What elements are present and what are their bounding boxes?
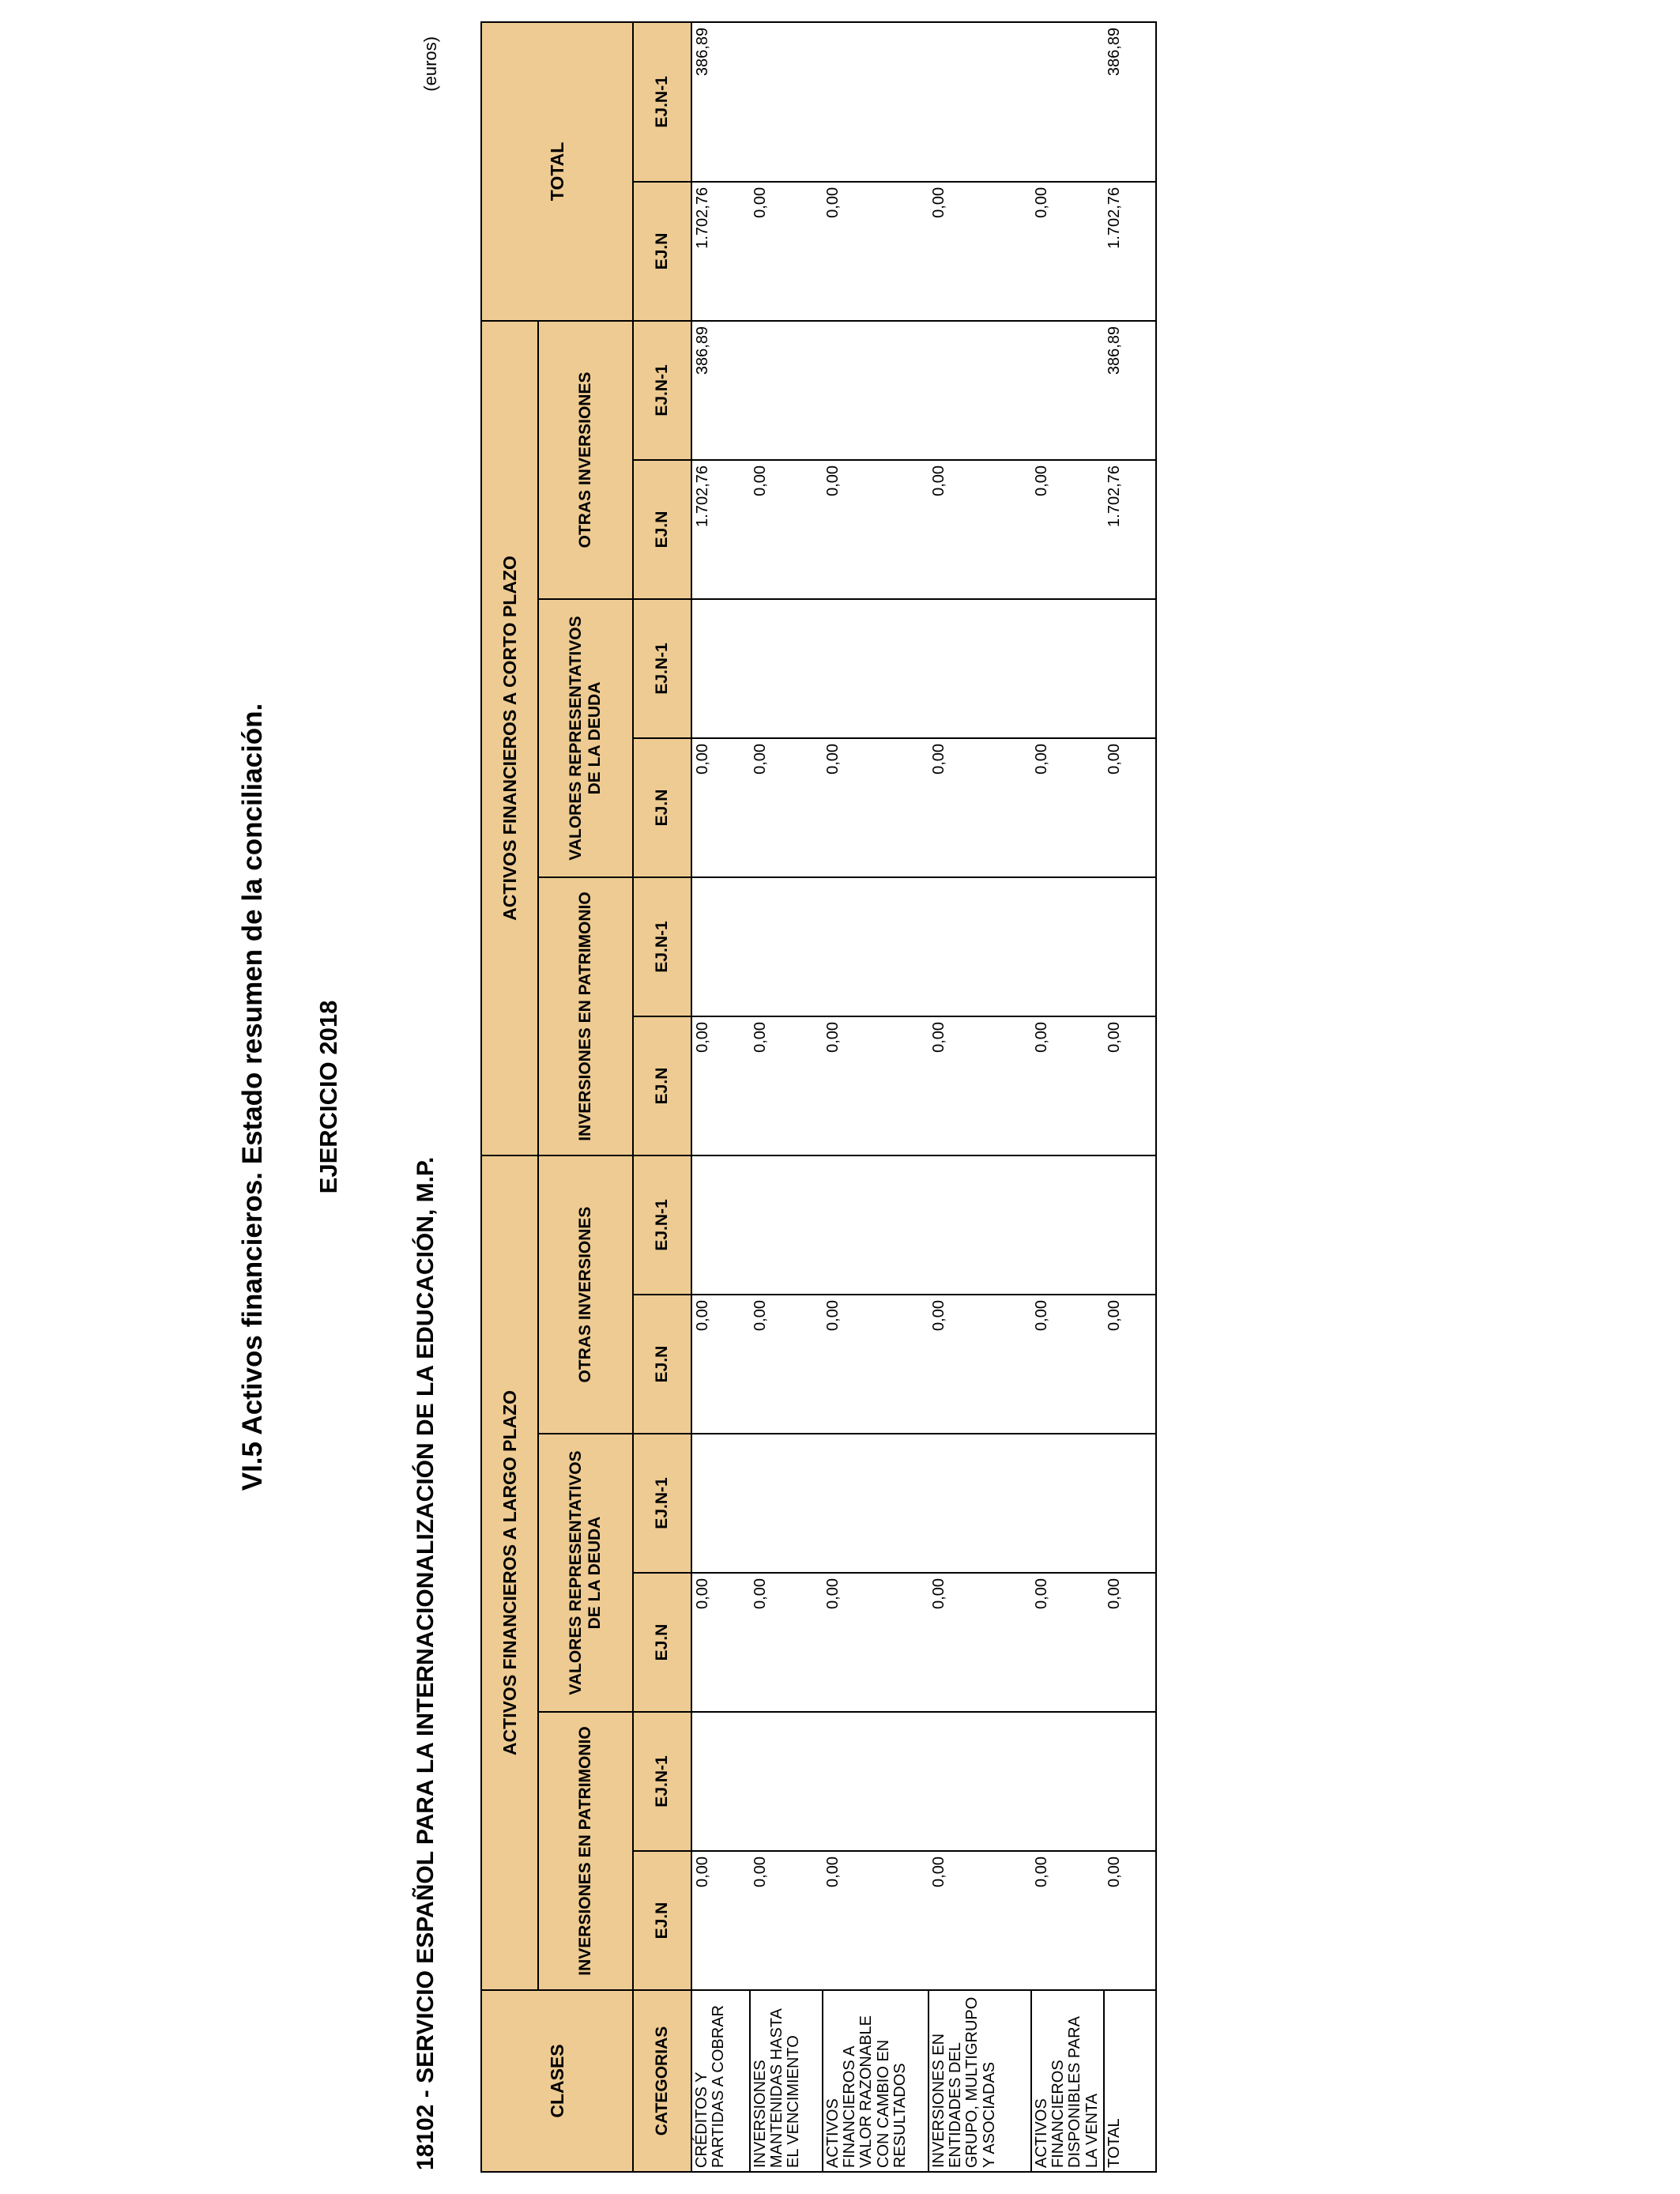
- col-ej-n: EJ.N: [633, 1295, 691, 1434]
- col-ej-n: EJ.N: [633, 460, 691, 599]
- value-cell: 0,00: [1104, 1573, 1156, 1712]
- value-cell: [929, 599, 1031, 738]
- category-cell: TOTAL: [1104, 1990, 1156, 2172]
- value-cell: 1.702,76: [691, 182, 750, 321]
- value-cell: 1.702,76: [691, 460, 750, 599]
- col-ej-n: EJ.N: [633, 1016, 691, 1155]
- value-cell: 0,00: [929, 1295, 1031, 1434]
- value-cell: [750, 321, 823, 460]
- value-cell: 386,89: [691, 321, 750, 460]
- col-ej-n1: EJ.N-1: [633, 22, 691, 182]
- category-cell: ACTIVOS FINANCIEROS DISPONIBLES PARA LA VENTA: [1031, 1990, 1104, 2172]
- category-cell: INVERSIONES EN ENTIDADES DEL GRUPO, MULTIGRUPO Y ASOCIADAS: [929, 1990, 1031, 2172]
- clases-header: CLASES: [481, 1990, 633, 2172]
- value-cell: [929, 1712, 1031, 1851]
- cp-valores-deuda-header: VALORES REPRESENTATIVOS DE LA DEUDA: [538, 599, 633, 877]
- value-cell: 386,89: [1104, 22, 1156, 182]
- value-cell: 0,00: [823, 1851, 929, 1990]
- value-cell: [823, 1434, 929, 1573]
- value-cell: [929, 1434, 1031, 1573]
- value-cell: 0,00: [1031, 738, 1104, 877]
- value-cell: 0,00: [691, 1295, 750, 1434]
- total-row: [1104, 22, 1156, 2172]
- col-ej-n1: EJ.N-1: [633, 321, 691, 460]
- value-cell: [1104, 877, 1156, 1016]
- value-cell: 0,00: [750, 1295, 823, 1434]
- value-cell: [1104, 1712, 1156, 1851]
- value-cell: [691, 599, 750, 738]
- table-row: [823, 22, 929, 2172]
- value-cell: 0,00: [1031, 182, 1104, 321]
- table-row: [750, 22, 823, 2172]
- value-cell: 0,00: [1031, 1851, 1104, 1990]
- entity-name: 18102 - SERVICIO ESPAÑOL PARA LA INTERNACIONALIZACIÓN DE LA EDUCACIÓN, M.P.: [412, 1156, 439, 2170]
- value-cell: 0,00: [750, 460, 823, 599]
- value-cell: 0,00: [929, 1016, 1031, 1155]
- lp-inversiones-patrimonio-header: INVERSIONES EN PATRIMONIO: [538, 1712, 633, 1990]
- value-cell: 386,89: [691, 22, 750, 182]
- value-cell: 1.702,76: [1104, 460, 1156, 599]
- value-cell: 0,00: [929, 460, 1031, 599]
- value-cell: 0,00: [1031, 1295, 1104, 1434]
- value-cell: 0,00: [823, 1295, 929, 1434]
- value-cell: [1031, 1155, 1104, 1295]
- value-cell: [823, 599, 929, 738]
- value-cell: 0,00: [750, 182, 823, 321]
- value-cell: 0,00: [750, 738, 823, 877]
- cp-inversiones-patrimonio-header: INVERSIONES EN PATRIMONIO: [538, 877, 633, 1155]
- value-cell: [1104, 599, 1156, 738]
- value-cell: [823, 321, 929, 460]
- table-row: [1031, 22, 1104, 2172]
- col-ej-n1: EJ.N-1: [633, 877, 691, 1016]
- col-ej-n: EJ.N: [633, 1573, 691, 1712]
- value-cell: 0,00: [823, 738, 929, 877]
- value-cell: 0,00: [823, 182, 929, 321]
- value-cell: 0,00: [1031, 1016, 1104, 1155]
- value-cell: [750, 22, 823, 182]
- value-cell: [750, 877, 823, 1016]
- value-cell: 0,00: [1104, 738, 1156, 877]
- col-ej-n: EJ.N: [633, 738, 691, 877]
- value-cell: 0,00: [691, 738, 750, 877]
- value-cell: 0,00: [1104, 1016, 1156, 1155]
- value-cell: [1031, 22, 1104, 182]
- value-cell: 0,00: [1104, 1851, 1156, 1990]
- largo-plazo-header: ACTIVOS FINANCIEROS A LARGO PLAZO: [481, 1155, 538, 1990]
- table-row: [929, 22, 1031, 2172]
- value-cell: [823, 22, 929, 182]
- value-cell: 0,00: [823, 460, 929, 599]
- lp-otras-inversiones-header: OTRAS INVERSIONES: [538, 1155, 633, 1434]
- value-cell: [929, 321, 1031, 460]
- value-cell: [823, 1712, 929, 1851]
- table-row: [691, 22, 750, 2172]
- value-cell: 0,00: [750, 1016, 823, 1155]
- col-ej-n1: EJ.N-1: [633, 1712, 691, 1851]
- category-cell: CRÉDITOS Y PARTIDAS A COBRAR: [691, 1990, 750, 2172]
- value-cell: [929, 22, 1031, 182]
- corto-plazo-header: ACTIVOS FINANCIEROS A CORTO PLAZO: [481, 321, 538, 1155]
- value-cell: 0,00: [750, 1851, 823, 1990]
- value-cell: 0,00: [691, 1851, 750, 1990]
- value-cell: [1104, 1434, 1156, 1573]
- units-label: (euros): [420, 36, 440, 92]
- value-cell: [1031, 1434, 1104, 1573]
- category-cell: ACTIVOS FINANCIEROS A VALOR RAZONABLE CON CAMBIO EN RESULTADOS: [823, 1990, 929, 2172]
- value-cell: 0,00: [929, 182, 1031, 321]
- value-cell: [823, 877, 929, 1016]
- value-cell: 0,00: [691, 1016, 750, 1155]
- value-cell: [691, 1712, 750, 1851]
- value-cell: [1031, 1712, 1104, 1851]
- cp-otras-inversiones-header: OTRAS INVERSIONES: [538, 321, 633, 599]
- lp-valores-deuda-header: VALORES REPRESENTATIVOS DE LA DEUDA: [538, 1434, 633, 1712]
- value-cell: [750, 1155, 823, 1295]
- value-cell: 0,00: [823, 1016, 929, 1155]
- reconciliation-table: [480, 21, 1157, 2173]
- value-cell: [1031, 877, 1104, 1016]
- total-header: TOTAL: [481, 22, 633, 321]
- categorias-header: CATEGORIAS: [633, 1990, 691, 2172]
- value-cell: [1031, 599, 1104, 738]
- value-cell: [929, 877, 1031, 1016]
- exercise-year: EJERCICIO 2018: [315, 1000, 342, 1194]
- col-ej-n: EJ.N: [633, 1851, 691, 1990]
- value-cell: 0,00: [1104, 1295, 1156, 1434]
- value-cell: [750, 1434, 823, 1573]
- value-cell: [929, 1155, 1031, 1295]
- value-cell: [823, 1155, 929, 1295]
- value-cell: [691, 1155, 750, 1295]
- col-ej-n: EJ.N: [633, 182, 691, 321]
- value-cell: 0,00: [1031, 1573, 1104, 1712]
- page-title: VI.5 Activos financieros. Estado resumen de la conciliación.: [237, 703, 268, 1491]
- value-cell: [691, 877, 750, 1016]
- value-cell: [1104, 1155, 1156, 1295]
- value-cell: 0,00: [1031, 460, 1104, 599]
- col-ej-n1: EJ.N-1: [633, 599, 691, 738]
- value-cell: 0,00: [823, 1573, 929, 1712]
- value-cell: 0,00: [929, 1573, 1031, 1712]
- value-cell: 0,00: [691, 1573, 750, 1712]
- value-cell: 0,00: [929, 738, 1031, 877]
- value-cell: [1031, 321, 1104, 460]
- value-cell: [691, 1434, 750, 1573]
- value-cell: 0,00: [929, 1851, 1031, 1990]
- value-cell: [750, 1712, 823, 1851]
- value-cell: 0,00: [750, 1573, 823, 1712]
- category-cell: INVERSIONES MANTENIDAS HASTA EL VENCIMIENTO: [750, 1990, 823, 2172]
- col-ej-n1: EJ.N-1: [633, 1155, 691, 1295]
- table-body: [691, 22, 1156, 2172]
- col-ej-n1: EJ.N-1: [633, 1434, 691, 1573]
- value-cell: 1.702,76: [1104, 182, 1156, 321]
- value-cell: 386,89: [1104, 321, 1156, 460]
- value-cell: [750, 599, 823, 738]
